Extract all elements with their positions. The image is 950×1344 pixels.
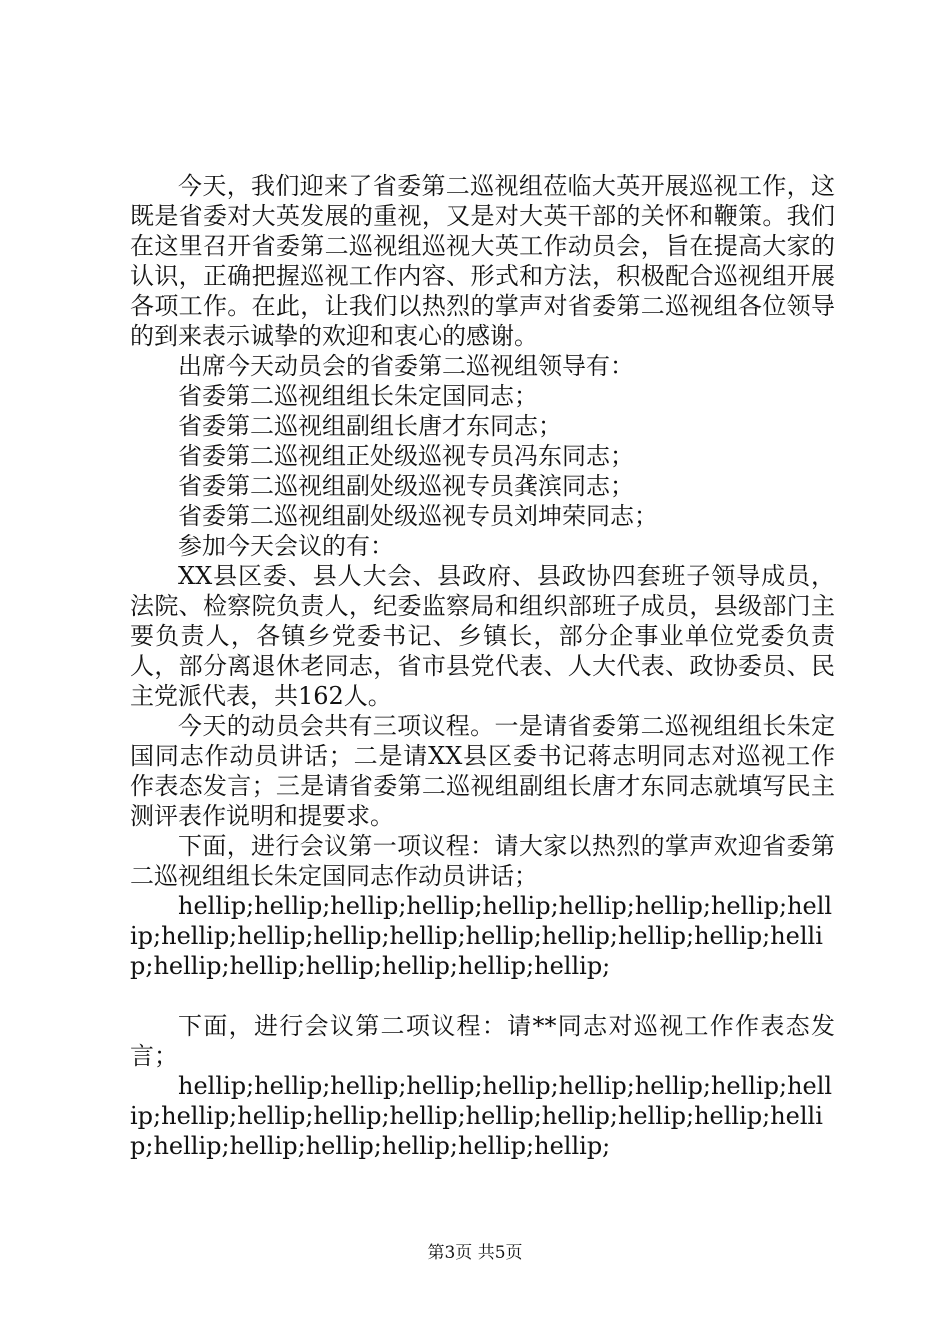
paragraph-item-one: 下面，进行会议第一项议程：请大家以热烈的掌声欢迎省委第二巡视组组长朱定国同志作动员讲话； — [130, 832, 835, 890]
paragraph-attendees: XX县区委、县人大会、县政府、县政协四套班子领导成员，法院、检察院负责人，纪委监察局和组织部班子成员，县级部门主要负责人，各镇乡党委书记、乡镇长，部分企事业单位党委负责人，部分离退休老同志，省市县党代表、人大代表、政协委员、民主党派代表，共162人。 — [130, 562, 835, 710]
paragraph-ellipsis-1: hellip;hellip;hellip;hellip;hellip;hellip;hellip;hellip;hellip;hellip;hellip;hellip;hellip;hellip;hellip;hellip;hellip;hellip;hellip;hellip;hellip;hellip;hellip;hellip; — [130, 892, 833, 980]
paragraph-leader-3: 省委第二巡视组正处级巡视专员冯东同志； — [178, 442, 634, 470]
paragraph-opening: 今天，我们迎来了省委第二巡视组莅临大英开展巡视工作，这既是省委对大英发展的重视，又是对大英干部的关怀和鞭策。我们在这里召开省委第二巡视组巡视大英工作动员会，旨在提高大家的认识，正确把握巡视工作内容、形式和方法，积极配合巡视组开展各项工作。在此，让我们以热烈的掌声对省委第二巡视组各位领导的到来表示诚挚的欢迎和衷心的感谢。 — [130, 172, 835, 350]
page-number-footer: 第3页 共5页 — [427, 1243, 523, 1263]
paragraph-attendees-intro: 参加今天会议的有： — [178, 532, 394, 560]
paragraph-leader-2: 省委第二巡视组副组长唐才东同志； — [178, 412, 562, 440]
paragraph-leader-5: 省委第二巡视组副处级巡视专员刘坤荣同志； — [178, 502, 658, 530]
paragraph-leader-4: 省委第二巡视组副处级巡视专员龚滨同志； — [178, 472, 634, 500]
paragraph-agenda: 今天的动员会共有三项议程。一是请省委第二巡视组组长朱定国同志作动员讲话；二是请XX县区委书记蒋志明同志对巡视工作作表态发言；三是请省委第二巡视组副组长唐才东同志就填写民主测评表作说明和提要求。 — [130, 712, 835, 830]
paragraph-ellipsis-2: hellip;hellip;hellip;hellip;hellip;hellip;hellip;hellip;hellip;hellip;hellip;hellip;hellip;hellip;hellip;hellip;hellip;hellip;hellip;hellip;hellip;hellip;hellip;hellip; — [130, 1072, 833, 1160]
paragraph-leaders-intro: 出席今天动员会的省委第二巡视组领导有： — [178, 352, 634, 380]
document-body — [130, 171, 835, 1161]
paragraph-leader-1: 省委第二巡视组组长朱定国同志； — [178, 382, 538, 410]
paragraph-item-two: 下面，进行会议第二项议程：请**同志对巡视工作作表态发言； — [130, 1012, 835, 1070]
